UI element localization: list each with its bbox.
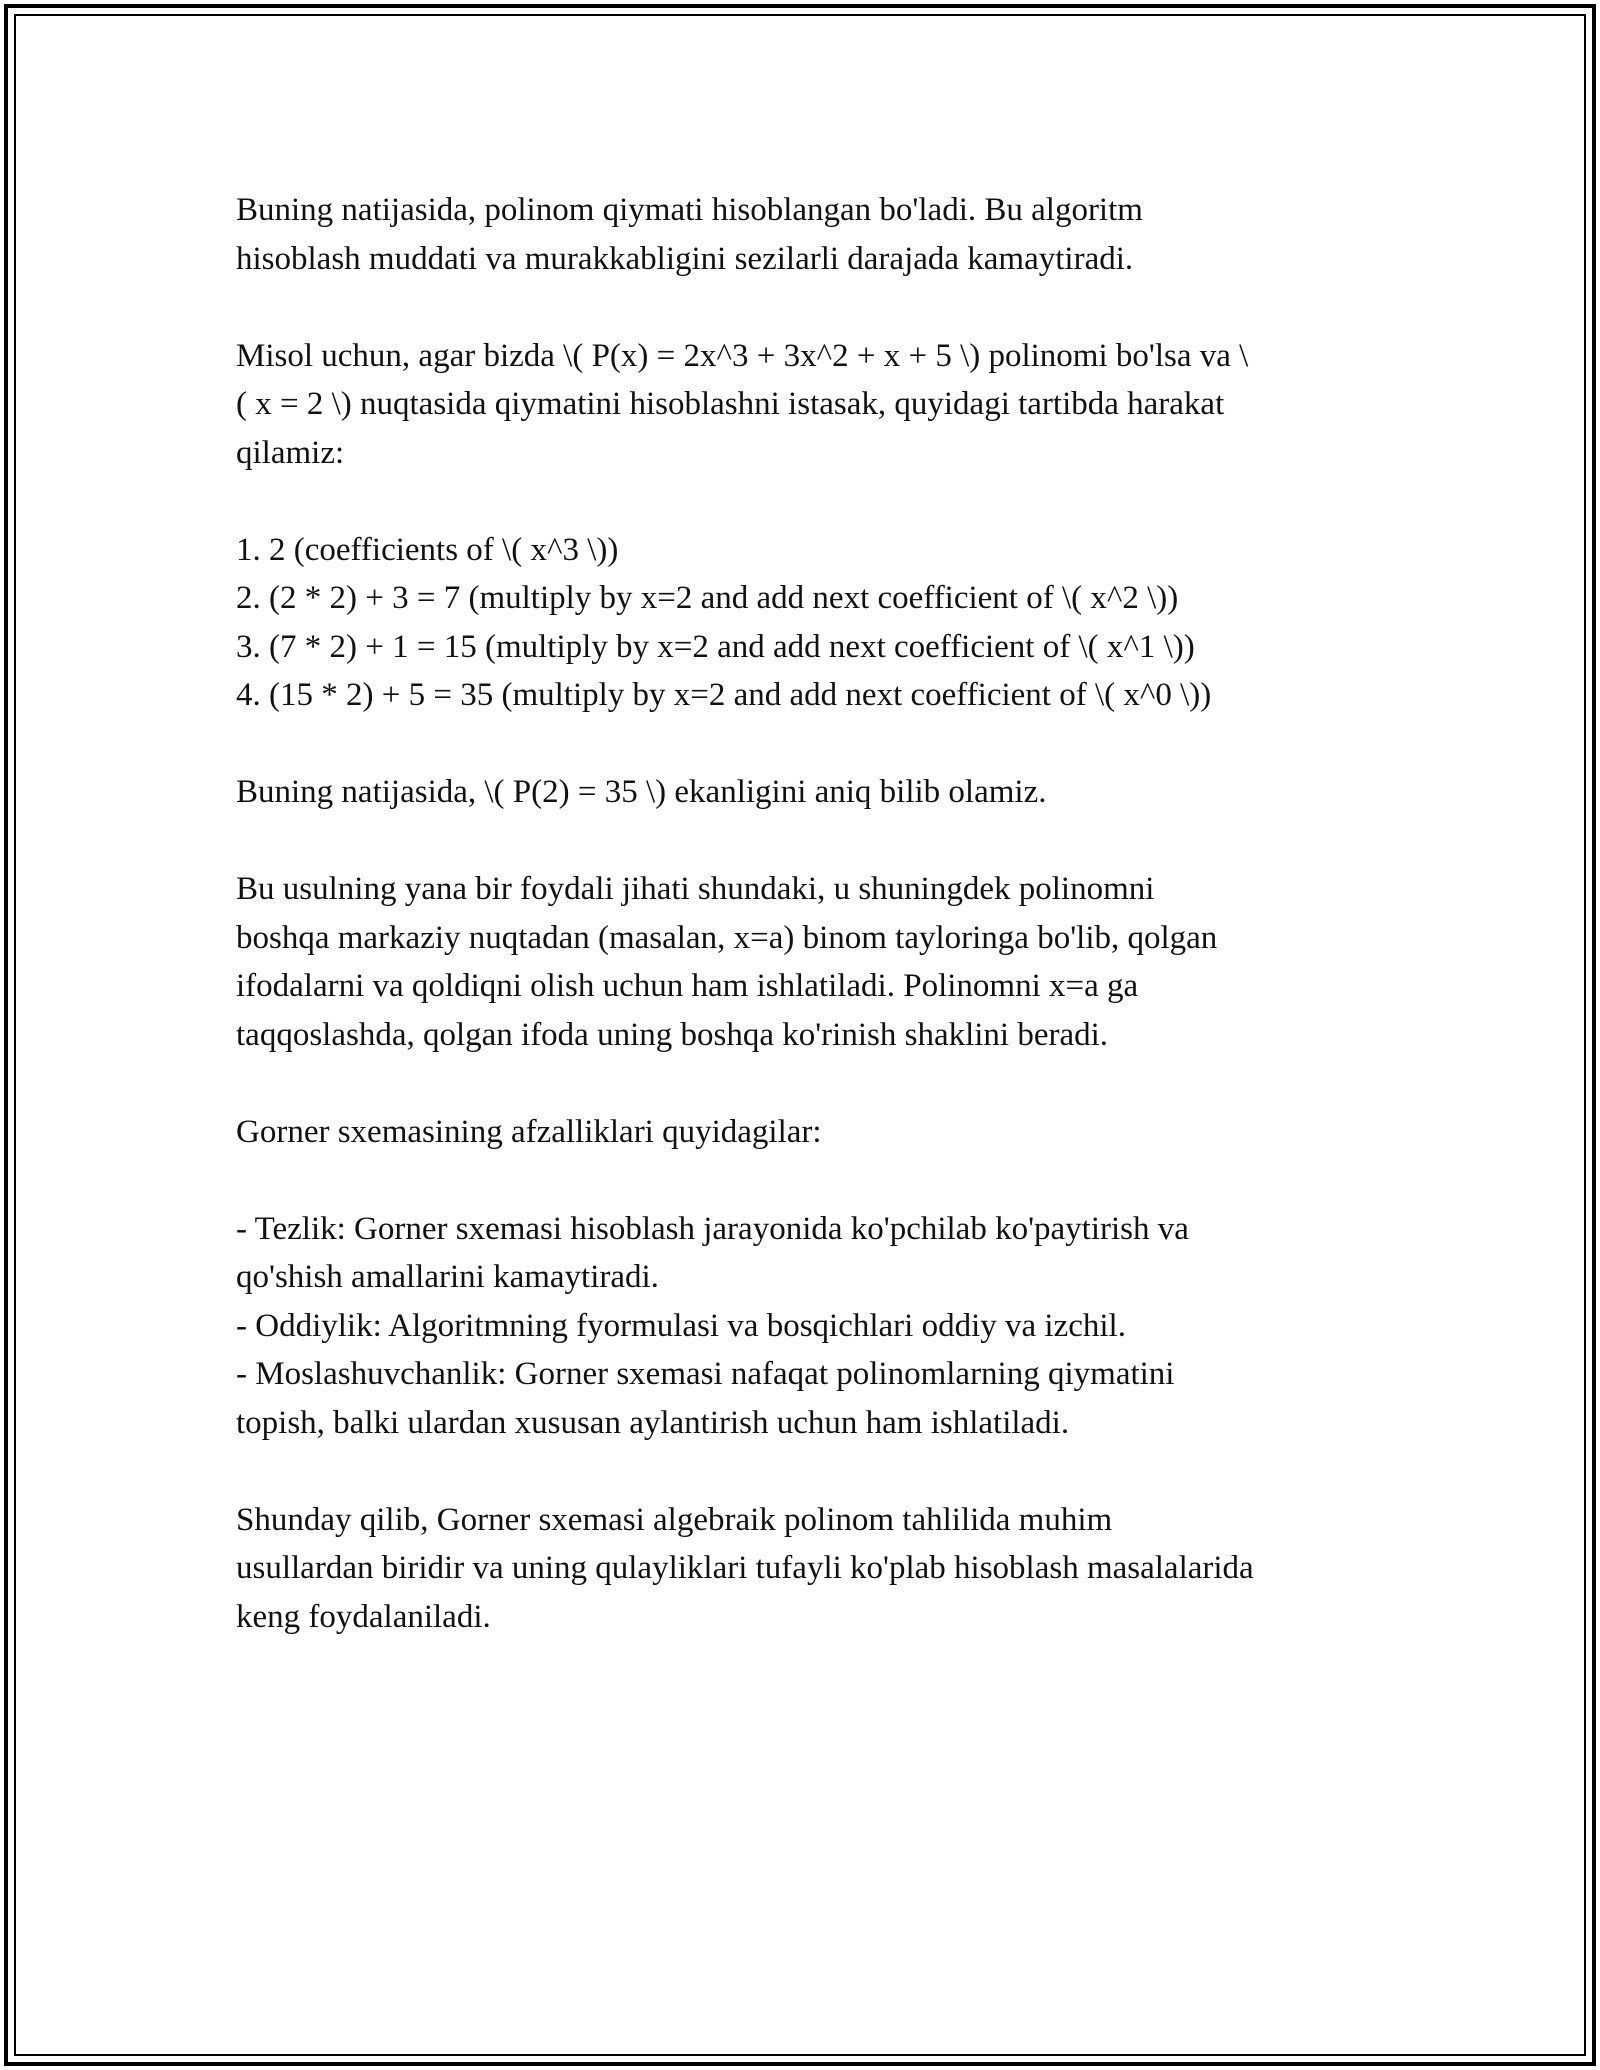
text-line: usullardan biridir va uning qulayliklari tufayli ko'plab hisoblash masalalarida: [236, 1550, 1254, 1586]
paragraph-benefit: [236, 865, 1386, 1059]
document-body: [236, 186, 1386, 1690]
text-line: boshqa markaziy nuqtadan (masalan, x=a) binom tayloringa bo'lib, qolgan: [236, 919, 1218, 956]
text-line: qilamiz:: [236, 434, 345, 471]
list-item: 3. (7 * 2) + 1 = 15 (multiply by x=2 and add next coefficient of \( x^1 \)): [236, 628, 1195, 665]
advantages-list: [236, 1205, 1386, 1448]
paragraph-example: [236, 332, 1386, 478]
list-item: qo'shish amallarini kamaytiradi.: [236, 1259, 659, 1295]
list-item: 1. 2 (coefficients of \( x^3 \)): [236, 531, 619, 568]
list-item: - Oddiylik: Algoritmning fyormulasi va bosqichlari oddiy va izchil.: [236, 1307, 1126, 1344]
text-line: Bu usulning yana bir foydali jihati shundaki, u shuningdek polinomni: [236, 871, 1155, 907]
paragraph-result-intro: [236, 186, 1386, 283]
numbered-steps-list: [236, 526, 1386, 720]
list-item: - Tezlik: Gorner sxemasi hisoblash jarayonida ko'pchilab ko'paytirish va: [236, 1210, 1189, 1247]
list-item: - Moslashuvchanlik: Gorner sxemasi nafaqat polinomlarning qiymatini: [236, 1356, 1175, 1392]
text-line: ifodalarni va qoldiqni olish uchun ham ishlatiladi. Polinomni x=a ga: [236, 968, 1139, 1004]
list-item: 2. (2 * 2) + 3 = 7 (multiply by x=2 and add next coefficient of \( x^2 \)): [236, 580, 1179, 616]
text-line: Gorner sxemasining afzalliklari quyidagilar:: [236, 1113, 822, 1150]
paragraph-conclusion: [236, 1496, 1386, 1642]
text-line: keng foydalaniladi.: [236, 1598, 491, 1635]
text-line: Buning natijasida, \( P(2) = 35 \) ekanligini aniq bilib olamiz.: [236, 774, 1047, 810]
text-line: Misol uchun, agar bizda \( P(x) = 2x^3 + 3x^2 + x + 5 \) polinomi bo'lsa va \: [236, 337, 1249, 374]
list-item: 4. (15 * 2) + 5 = 35 (multiply by x=2 and add next coefficient of \( x^0 \)): [236, 677, 1212, 713]
text-line: taqqoslashda, qolgan ifoda uning boshqa ko'rinish shaklini beradi.: [236, 1016, 1109, 1053]
text-line: Shunday qilib, Gorner sxemasi algebraik polinom tahlilida muhim: [236, 1501, 1113, 1538]
list-item: topish, balki ulardan xususan aylantirish uchun ham ishlatiladi.: [236, 1404, 1070, 1441]
text-line: hisoblash muddati va murakkabligini sezilarli darajada kamaytiradi.: [236, 240, 1134, 277]
text-line: ( x = 2 \) nuqtasida qiymatini hisoblashni istasak, quyidagi tartibda harakat: [236, 386, 1225, 422]
paragraph-advantages-heading: [236, 1108, 1386, 1157]
paragraph-result: [236, 768, 1386, 817]
text-line: Buning natijasida, polinom qiymati hisoblangan bo'ladi. Bu algoritm: [236, 192, 1143, 228]
